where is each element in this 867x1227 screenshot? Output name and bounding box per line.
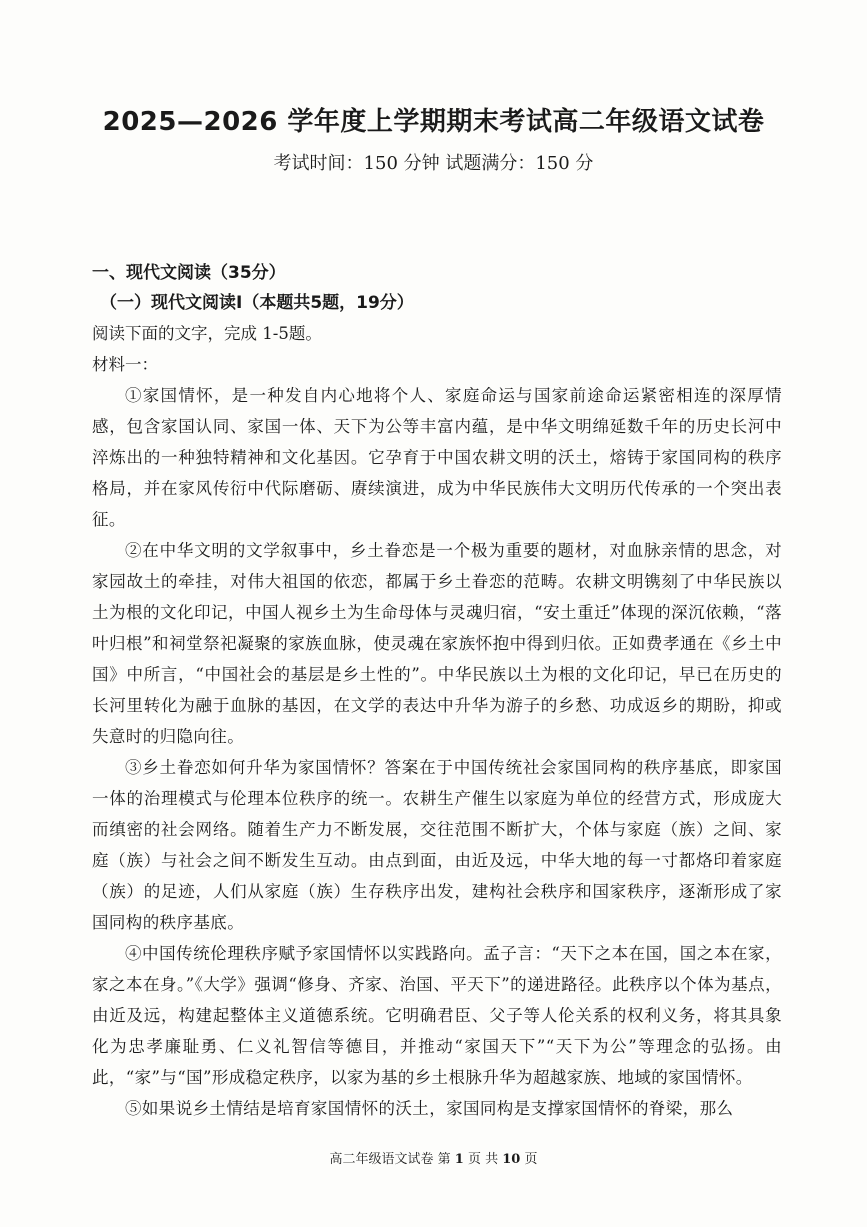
paragraph-4: ④中国传统伦理秩序赋予家国情怀以实践路向。孟子言：“天下之本在国，国之本在家，家之本在身。”《大学》强调“修身、齐家、治国、平天下”的递进路径。此秩序以个体为基点，由近及远，构建起整体主义道德系统。它明确君臣、父子等人伦关系的权利义务，将其具象化为忠孝廉耻勇、仁义礼智信等德目，并推动“家国天下”“天下为公”等理念的弘扬。由此，“家”与“国”形成稳定秩序，以家为基的乡土根脉升华为超越家族、地域的家国情怀。 — [92, 944, 782, 1087]
exam-subtitle: 考试时间：150 分钟 试题满分：150 分 — [273, 153, 594, 174]
section-heading: 一、现代文阅读（35分） — [92, 263, 286, 283]
page-footer — [0, 1150, 867, 1170]
footer-page-number: 1 — [454, 1152, 464, 1167]
footer-suffix: 页 — [524, 1152, 538, 1167]
paragraph-2: ②在中华文明的文学叙事中，乡土眷恋是一个极为重要的题材，对血脉亲情的思念，对家园故土的牵挂，对伟大祖国的依恋，都属于乡土眷恋的范畴。农耕文明镌刻了中华民族以土为根的文化印记，中国人视乡土为生命母体与灵魂归宿，“安土重迁”体现的深沉依赖，“落叶归根”和祠堂祭祀凝聚的家族血脉，使灵魂在家族怀抱中得到归依。正如费孝通在《乡土中国》中所言，“中国社会的基层是乡土性的”。中华民族以土为根的文化印记，早已在历史的长河里转化为融于血脉的基因，在文学的表达中升华为游子的乡愁、功成返乡的期盼，抑或失意时的归隐向往。 — [92, 541, 782, 746]
exam-content — [92, 258, 782, 1124]
exam-title: 2025—2026 学年度上学期期末考试高二年级语文试卷 — [102, 107, 765, 137]
instruction-text: 阅读下面的文字，完成 1-5题。 — [92, 324, 322, 343]
footer-prefix: 高二年级语文试卷 第 — [329, 1152, 451, 1167]
footer-total-pages: 10 — [502, 1152, 521, 1167]
subsection-heading: （一）现代文阅读Ⅰ（本题共5题，19分） — [100, 293, 414, 313]
footer-middle: 页 共 — [467, 1152, 499, 1167]
paragraph-5: ⑤如果说乡土情结是培育家国情怀的沃土，家国同构是支撑家国情怀的脊梁，那么 — [125, 1099, 734, 1118]
material-label: 材料一： — [92, 355, 158, 374]
paragraph-1: ①家国情怀，是一种发自内心地将个人、家庭命运与国家前途命运紧密相连的深厚情感，包含家国认同、家国一体、天下为公等丰富内蕴，是中华文明绵延数千年的历史长河中淬炼出的一种独特精神和文化基因。它孕育于中国农耕文明的沃土，熔铸于家国同构的秩序格局，并在家风传衍中代际磨砺、赓续演进，成为中华民族伟大文明历代传承的一个突出表征。 — [92, 386, 782, 529]
paragraph-3: ③乡土眷恋如何升华为家国情怀？答案在于中国传统社会家国同构的秩序基底，即家国一体的治理模式与伦理本位秩序的统一。农耕生产催生以家庭为单位的经营方式，形成庞大而缜密的社会网络。随着生产力不断发展，交往范围不断扩大，个体与家庭（族）之间、家庭（族）与社会之间不断发生互动。由点到面，由近及远，中华大地的每一寸都烙印着家庭（族）的足迹，人们从家庭（族）生存秩序出发，建构社会秩序和国家秩序，逐渐形成了家国同构的秩序基底。 — [92, 758, 782, 932]
